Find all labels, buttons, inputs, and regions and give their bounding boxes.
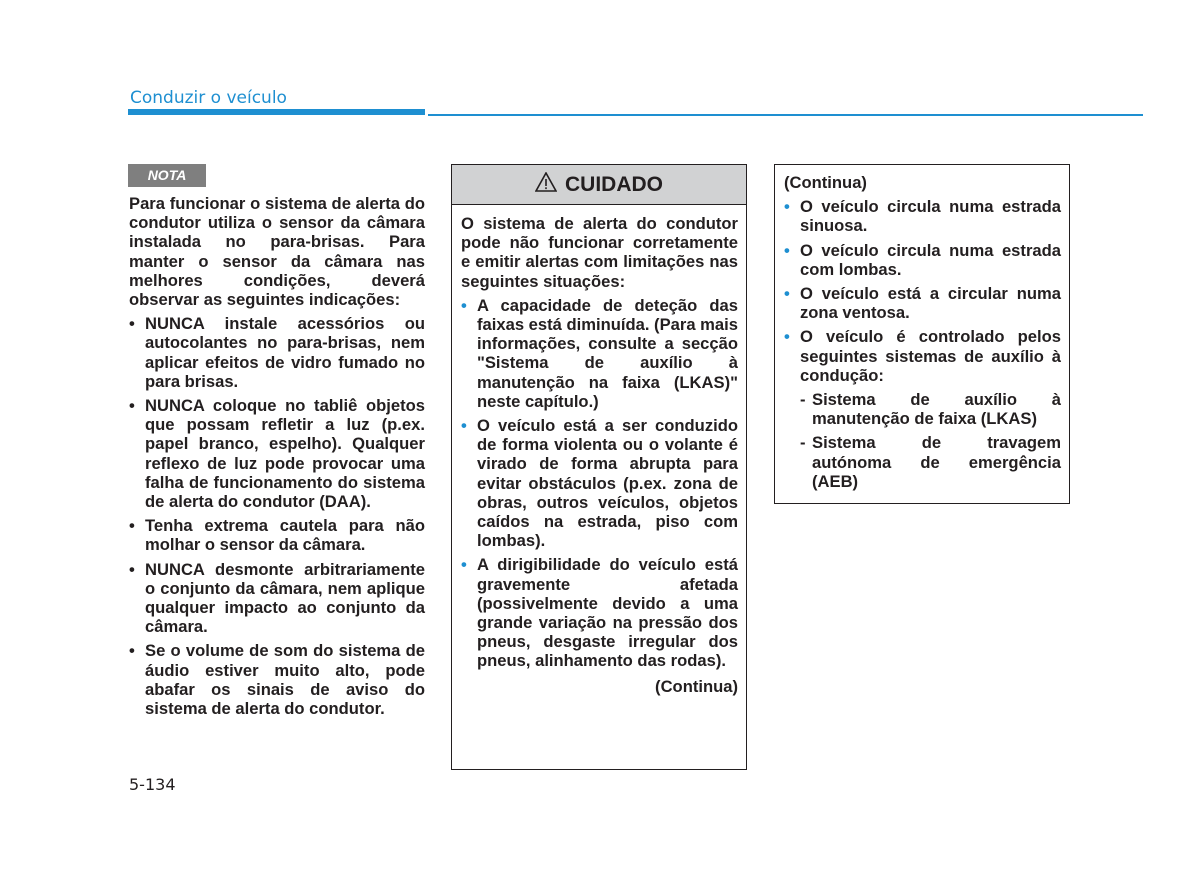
bullet-dot-icon: • <box>784 240 790 260</box>
note-bullet-text: NUNCA coloque no tabliê objetos que possam refletir a luz (p.ex. papel branco, espelho). Qualquer reflexo de luz pode provocar uma falha de funcionamento do sistema de alerta do condutor (DAA). <box>145 396 425 512</box>
note-column <box>129 194 425 718</box>
warning-triangle-icon <box>535 172 557 197</box>
bullet-dot-icon: • <box>129 396 135 416</box>
caution-bullet-text: A capacidade de deteção das faixas está diminuída. (Para mais informações, consulte a secção "Sistema de auxílio à manutenção na faixa (LKAS)" neste capítulo.) <box>477 295 739 411</box>
note-bullet <box>129 396 425 511</box>
bullet-dot-icon: • <box>129 559 135 579</box>
continued-bullet <box>784 197 1061 235</box>
note-bullet-text: Se o volume de som do sistema de áudio estiver muito alto, pode abafar os sinais de aviso do sistema de alerta do condutor. <box>145 641 425 719</box>
continued-bullet <box>784 327 1061 385</box>
note-badge: NOTA <box>128 164 206 187</box>
caution-title: CUIDADO <box>565 172 663 196</box>
page-number: 5-134 <box>129 775 176 794</box>
continued-bullet <box>784 241 1061 279</box>
bullet-dot-icon: • <box>461 295 467 315</box>
caution-bullet <box>461 555 738 670</box>
note-bullet-text: NUNCA instale acessórios ou autocolantes no para-brisas, nem aplicar efeitos de vidro fumado no para brisas. <box>145 314 425 391</box>
bullet-dot-icon: • <box>784 197 790 217</box>
caution-bullet-text: A dirigibilidade do veículo está gravemente afetada (possivelmente devido a uma grande variação na pressão dos pneus, desgaste irregular dos pneus, alinhamento das rodas). <box>477 555 738 671</box>
note-intro: Para funcionar o sistema de alerta do condutor utiliza o sensor da câmara instalada no para-brisas. Para manter o sensor da câmara nas melhores condições, deverá observar as seguintes indicações: <box>129 194 425 310</box>
continued-sub-item-text: Sistema de travagem autónoma de emergência (AEB) <box>812 433 1061 491</box>
caution-box <box>451 164 747 770</box>
caution-header <box>452 165 746 205</box>
continued-box <box>774 164 1070 504</box>
note-bullet <box>129 560 425 637</box>
bullet-dot-icon: • <box>129 314 135 334</box>
continued-bullet-text: O veículo circula numa estrada com lombas. <box>800 240 1061 279</box>
bullet-dot-icon: • <box>461 416 467 436</box>
caution-bullet-text: O veículo está a ser conduzido de forma violenta ou o volante é virado de forma abrupta para evitar obstáculos (p.ex. zona de obras, outros veículos, objetos caídos na estrada, piso com lombas). <box>477 416 738 551</box>
caution-continua: (Continua) <box>655 676 738 696</box>
note-bullet <box>129 314 425 391</box>
continued-sub-item <box>784 390 1061 428</box>
caution-intro: O sistema de alerta do condutor pode não funcionar corretamente e emitir alertas com limitações nas seguintes situações: <box>461 214 738 291</box>
continued-sub-item-text: Sistema de auxílio à manutenção de faixa (LKAS) <box>812 390 1061 429</box>
note-bullet-text: NUNCA desmonte arbitrariamente o conjunto da câmara, nem aplique qualquer impacto ao conjunto da câmara. <box>145 559 425 637</box>
note-bullet-list <box>129 314 425 718</box>
bullet-dot-icon: • <box>461 555 467 575</box>
continued-bullet-list <box>784 197 1061 385</box>
bullet-dot-icon: • <box>784 327 790 347</box>
header-rule-thick <box>128 109 425 115</box>
caution-body <box>461 214 738 696</box>
note-bullet-text: Tenha extrema cautela para não molhar o sensor da câmara. <box>145 516 425 555</box>
dash-icon: - <box>800 390 806 410</box>
header-rule-thin <box>428 114 1143 116</box>
dash-icon: - <box>800 433 806 453</box>
continued-bullet-text: O veículo é controlado pelos seguintes sistemas de auxílio à condução: <box>800 327 1061 385</box>
caution-bullet-list <box>461 296 738 671</box>
continued-bullet <box>784 284 1061 322</box>
caution-bullet <box>461 416 738 550</box>
note-bullet <box>129 516 425 554</box>
section-title: Conduzir o veículo <box>130 88 287 108</box>
caution-bullet <box>461 296 738 411</box>
bullet-dot-icon: • <box>129 516 135 536</box>
continued-sub-item <box>784 433 1061 491</box>
continued-bullet-text: O veículo circula numa estrada sinuosa. <box>800 197 1061 236</box>
continued-bullet-text: O veículo está a circular numa zona ventosa. <box>800 284 1061 323</box>
bullet-dot-icon: • <box>129 641 135 661</box>
continued-heading: (Continua) <box>784 173 867 192</box>
bullet-dot-icon: • <box>784 284 790 304</box>
note-bullet <box>129 641 425 718</box>
continued-body <box>784 173 1061 491</box>
